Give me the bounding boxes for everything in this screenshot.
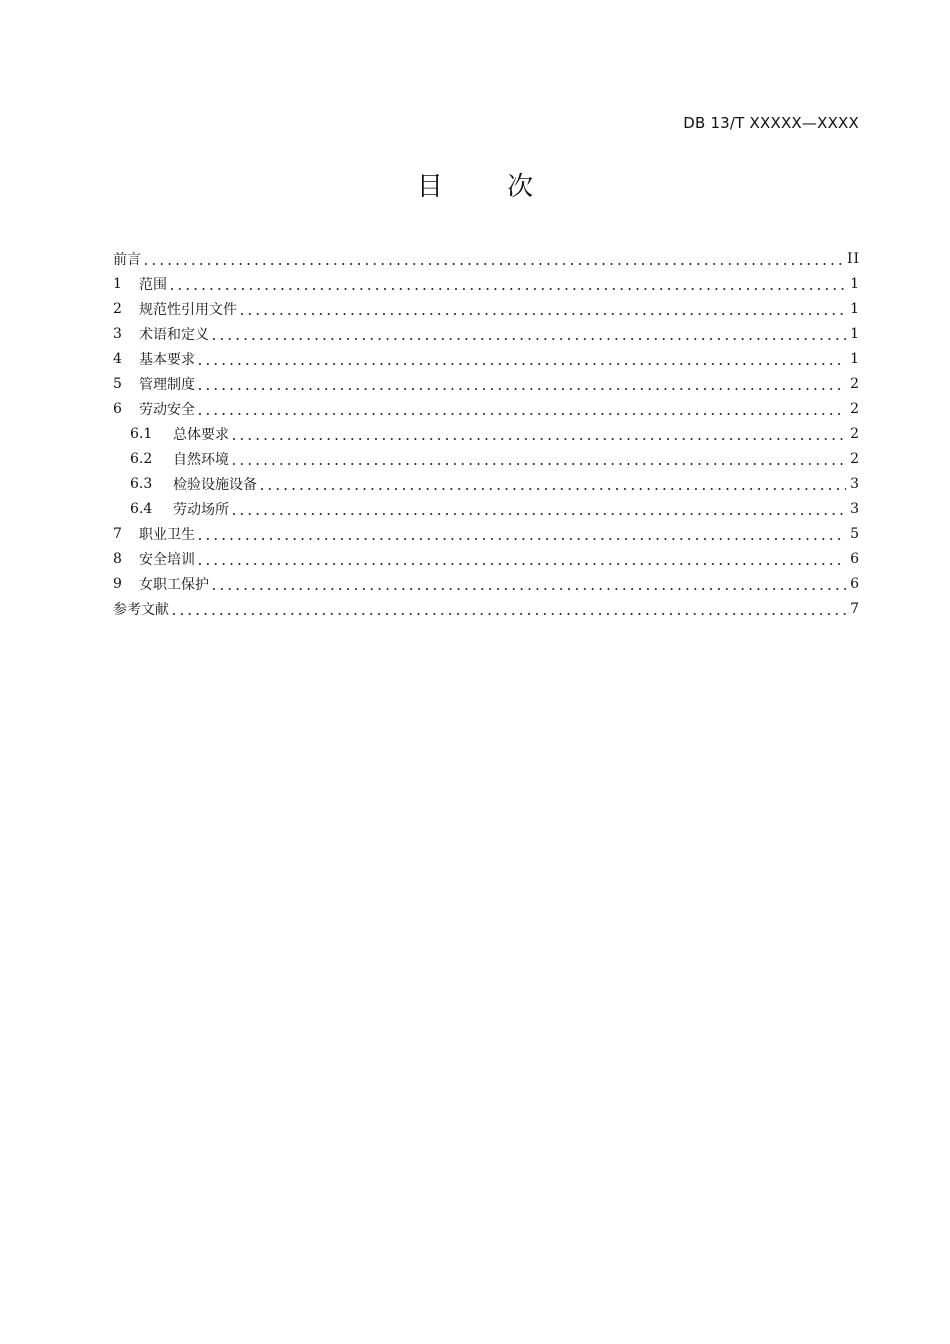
toc-dot-leader [196,552,846,566]
toc-entry-number: 1 [113,275,122,292]
toc-entry[interactable] [113,321,860,346]
toc-title: 目 次 [416,172,562,202]
toc-entry-page: 1 [850,325,860,342]
toc-entry-label: 前言 [113,251,141,268]
toc-entry-label: 职业卫生 [139,526,195,543]
toc-entry-page: 2 [850,375,860,392]
toc-entry-label: 自然环境 [173,451,229,468]
toc-entry[interactable] [113,571,860,596]
toc-dot-leader [196,527,846,541]
toc-entry-page: 2 [850,400,860,417]
toc-dot-leader [210,327,846,341]
toc-entry-page: 5 [850,525,860,542]
toc-entry-label: 参考文献 [113,601,169,618]
toc-entry[interactable] [113,271,860,296]
toc-entry-page: 6 [850,550,860,567]
toc-entry-number: 3 [113,325,122,342]
toc-entry-page: II [846,250,860,267]
toc-dot-leader [230,427,846,441]
toc-entry-number: 6.4 [130,500,153,517]
toc-entry-page: 2 [850,425,860,442]
toc-entry-label: 范围 [139,276,167,293]
toc-entry-label: 女职工保护 [139,576,209,593]
toc-entry-number: 6.1 [130,425,153,442]
toc-entry[interactable] [113,496,860,521]
toc-entry-number: 7 [113,525,122,542]
toc-entry-number: 6.2 [130,450,153,467]
toc-entry-label: 劳动安全 [139,401,195,418]
toc-entry-page: 6 [850,575,860,592]
toc-entry-number: 2 [113,300,122,317]
toc-entry-number: 4 [113,350,122,367]
toc-entry-label: 劳动场所 [173,501,229,518]
toc-entry-label: 检验设施设备 [173,476,257,493]
toc-entry[interactable] [113,596,860,621]
toc-entry-label: 规范性引用文件 [139,301,237,318]
toc-dot-leader [196,402,846,416]
toc-entry[interactable] [113,296,860,321]
toc-dot-leader [168,277,846,291]
toc-entry-page: 2 [850,450,860,467]
toc-dot-leader [238,302,846,316]
toc-entry-number: 5 [113,375,122,392]
toc-entry-number: 9 [113,575,122,592]
toc-entry-label: 术语和定义 [139,326,209,343]
toc-dot-leader [230,452,846,466]
toc-entry[interactable] [113,371,860,396]
toc-dot-leader [230,502,846,516]
toc-entry[interactable] [113,421,860,446]
toc-entry-label: 管理制度 [139,376,195,393]
toc-entry[interactable] [113,246,860,271]
toc-dot-leader [142,252,843,266]
toc-entry[interactable] [113,546,860,571]
toc-entry-page: 7 [850,600,860,617]
toc-entry[interactable] [113,346,860,371]
toc-dot-leader [196,352,846,366]
toc-entry[interactable] [113,446,860,471]
toc-dot-leader [210,577,846,591]
toc-entry-label: 基本要求 [139,351,195,368]
toc-dot-leader [170,602,846,616]
toc-entry-page: 1 [850,275,860,292]
table-of-contents [113,246,860,621]
toc-entry-label: 总体要求 [173,426,229,443]
toc-entry-number: 8 [113,550,122,567]
toc-entry[interactable] [113,471,860,496]
toc-entry-page: 3 [850,500,860,517]
toc-entry-number: 6 [113,400,122,417]
document-code: DB 13/T XXXXX—XXXX [683,114,859,132]
toc-entry[interactable] [113,521,860,546]
toc-entry-label: 安全培训 [139,551,195,568]
toc-entry-page: 1 [850,300,860,317]
toc-entry-page: 1 [850,350,860,367]
toc-dot-leader [258,477,846,491]
toc-dot-leader [196,377,846,391]
toc-entry-page: 3 [850,475,860,492]
toc-entry-number: 6.3 [130,475,153,492]
toc-entry[interactable] [113,396,860,421]
